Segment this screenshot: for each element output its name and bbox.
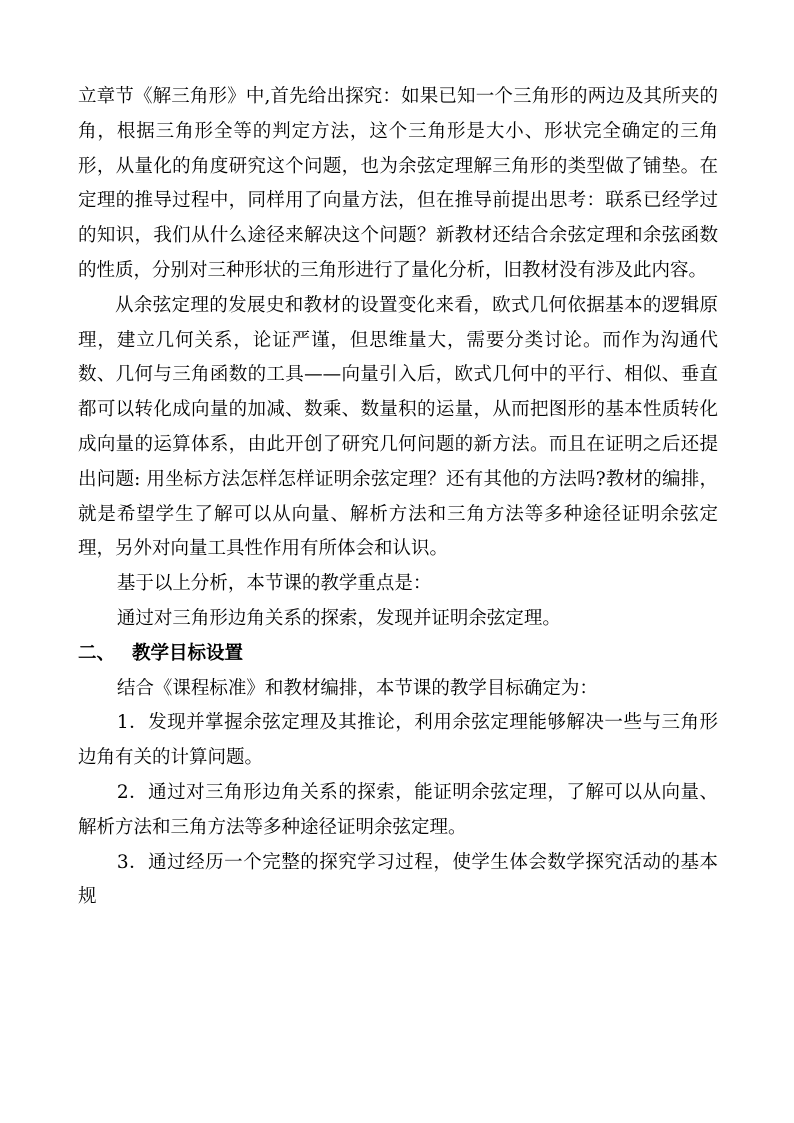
paragraph-teaching-focus: 通过对三角形边角关系的探索，发现并证明余弦定理。 xyxy=(116,607,561,629)
section-heading xyxy=(78,637,718,672)
paragraph-textbook-comparison: 立章节《解三角形》中,首先给出探究：如果已知一个三角形的两边及其所夹的角，根据三角形全等的判定方法，这个三角形是大小、形状完全确定的三角形，从量化的角度研究这个问题，也为余弦定理解三角形的类型做了铺垫。在定理的推导过程中，同样用了向量方法，但在推导前提出思考：联系已经学过的知识，我们从什么途径来解决这个问题？新教材还结合余弦定理和余弦函数的性质，分别对三种形状的三角形进行了量化分析，旧教材没有涉及此内容。 xyxy=(78,86,718,281)
objective-item-2: 2．通过对三角形边角关系的探索，能证明余弦定理，了解可以从向量、解析方法和三角方法等多种途径证明余弦定理。 xyxy=(78,781,718,838)
objectives-intro: 结合《课程标准》和教材编排，本节课的教学目标确定为： xyxy=(116,677,598,699)
paragraph-analysis-lead: 基于以上分析，本节课的教学重点是： xyxy=(116,573,432,595)
objective-item-3: 3．通过经历一个完整的探究学习过程，使学生体会数学探究活动的基本规 xyxy=(78,851,718,908)
document-page xyxy=(78,80,718,915)
objective-item-1: 1．发现并掌握余弦定理及其推论，利用余弦定理能够解决一些与三角形边角有关的计算问题。 xyxy=(78,712,718,769)
paragraph-development-analysis: 从余弦定理的发展史和教材的设置变化来看，欧式几何依据基本的逻辑原理，建立几何关系，论证严谨，但思维量大，需要分类讨论。而作为沟通代数、几何与三角函数的工具——向量引入后，欧式几何中的平行、相似、垂直都可以转化成向量的加减、数乘、数量积的运量，从而把图形的基本性质转化成向量的运算体系，由此开创了研究几何问题的新方法。而且在证明之后还提出问题: 用坐标方法怎样怎样证明余弦定理？还有其他的方法吗?教材的编排，就是希望学生了解可以从向量、解析方法和三角方法等多种途径证明余弦定理，另外对向量工具性作用有所体会和认识。 xyxy=(78,294,718,560)
section-number: 二、 xyxy=(78,642,116,664)
section-title: 教学目标设置 xyxy=(132,642,244,664)
